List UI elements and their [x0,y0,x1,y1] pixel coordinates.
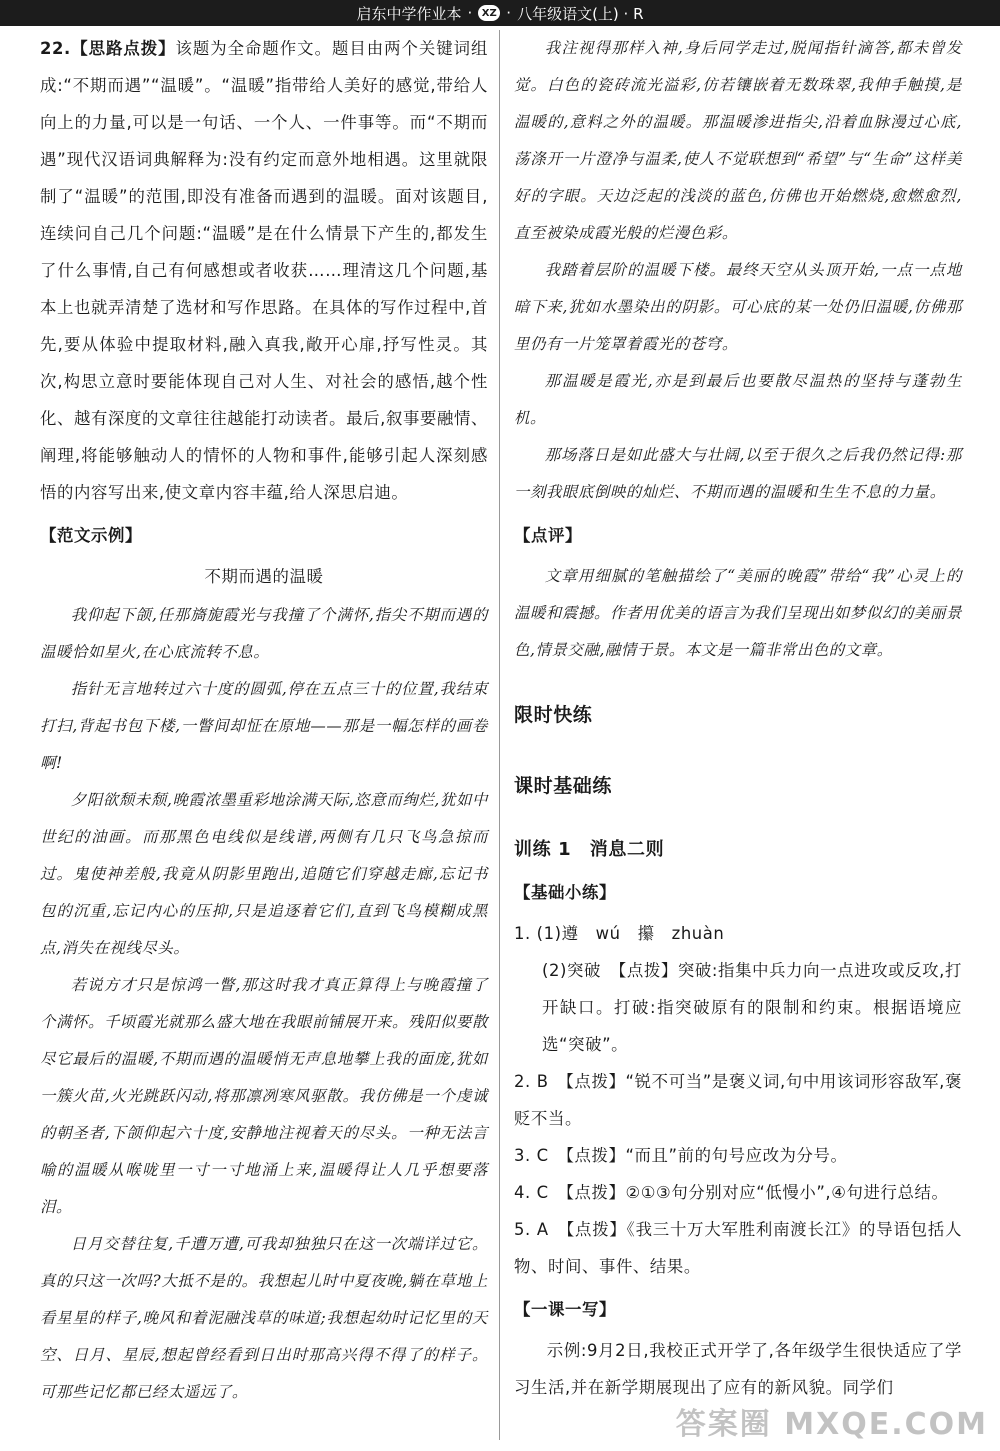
essay-paragraph: 日月交替往复,千遭万遭,可我却独独只在这一次端详过它。真的只这一次吗?大抵不是的。我想起儿时中夏夜晚,躺在草地上看星星的样子,晚风和着泥融浅草的味道;我想起幼时记忆里的天空、日月、星辰,想起曾经看到日出时那高兴得不得了的样子。可那些记忆都已经太遥远了。 [40,1235,488,1401]
page-header [0,0,1000,26]
q22-paragraph [40,30,488,511]
comment-text: 文章用细腻的笔触描绘了“美丽的晚霞”带给“我”心灵上的温暖和震撼。作者用优美的语言为我们呈现出如梦似幻的美丽景色,情景交融,融情于景。本文是一篇非常出色的文章。 [514,567,962,659]
left-column [40,30,488,1411]
lesson-title: 训练 1 消息二则 [514,839,665,860]
essay-paragraph: 我仰起下颌,任那旖旎霞光与我撞了个满怀,指尖不期而遇的温暖恰如星火,在心底流转不息。 [40,606,488,661]
write-sample: 示例:9月2日,我校正式开学了,各年级学生很快适应了学习生活,并在新学期展现出了应有的新风貌。同学们 [514,1341,962,1397]
essay-title: 不期而遇的温暖 [204,567,324,586]
watermark-logo: 答案圈 MXQE.COM [675,1407,988,1442]
essay-paragraph: 那场落日是如此盛大与壮阔,以至于很久之后我仍然记得:那一刻我眼底倒映的灿烂、不期而遇的温暖和生生不息的力量。 [514,446,962,501]
essay-paragraph: 指针无言地转过六十度的圆弧,停在五点三十的位置,我结束打扫,背起书包下楼,一瞥间却怔在原地——那是一幅怎样的画卷啊! [40,680,488,772]
answer-item: 1. (1)遵 wú 攥 zhuàn [514,924,725,943]
comment-label: 【点评】 [514,526,582,545]
essay-paragraph: 若说方才只是惊鸿一瞥,那这时我才真正算得上与晚霞撞了个满怀。千顷霞光就那么盛大地在我眼前铺展开来。残阳似要散尽它最后的温暖,不期而遇的温暖悄无声息地攀上我的面庞,犹如一簇火苗,火光跳跃闪动,将那凛冽寒风驱散。我仿佛是一个虔诚的朝圣者,下颌仰起六十度,安静地注视着天的尽头。一种无法言喻的温暖从喉咙里一寸一寸地涌上来,温暖得让人几乎想要落泪。 [40,976,488,1216]
section-heading: 限时快练 [514,704,593,726]
separator-dot: · [506,4,512,22]
sample-label: 【范文示例】 [40,526,142,545]
right-column [514,30,962,1406]
book-title: 启东中学作业本 [356,4,462,23]
separator-dot: · [467,4,473,22]
q22-label: 22.【思路点拨】 [40,39,176,58]
basic-practice-label: 【基础小练】 [514,883,616,902]
essay-paragraph: 夕阳欲颓未颓,晚霞浓墨重彩地涂满天际,恣意而绚烂,犹如中世纪的油画。而那黑色电线似是线谱,两侧有几只飞鸟急掠而过。鬼使神差般,我竟从阴影里跑出,追随它们穿越走廊,忘记书包的沉重,忘记内心的压抑,只是追逐着它们,直到飞鸟模糊成黑点,消失在视线尽头。 [40,791,488,957]
answer-item: 3. C 【点拨】“而且”前的句号应改为分号。 [514,1146,848,1165]
write-label: 【一课一写】 [514,1300,616,1319]
q22-text: 该题为全命题作文。题目由两个关键词组成:“不期而遇”“温暖”。“温暖”指带给人美好的感觉,带给人向上的力量,可以是一句话、一个人、一件事等。而“不期而遇”现代汉语词典解释为:没有约定而意外地相遇。这里就限制了“温暖”的范围,即没有准备而遇到的温暖。面对该题目,连续问自己几个问题:“温暖”是在什么情景下产生的,都发生了什么事情,自己有何感想或者收获……理清这几个问题,基本上也就弄清楚了选材和写作思路。在具体的写作过程中,首先,要从体验中提取材料,融入真我,敞开心扉,抒写性灵。其次,构思立意时要能体现自己对人生、对社会的感悟,越个性化、越有深度的文章往往越能打动读者。最后,叙事要融情、阐理,将能够触动人的情怀的人物和事件,能够引起人深刻感悟的内容写出来,使文章内容丰蕴,给人深思启迪。 [40,39,488,502]
essay-paragraph: 那温暖是霞光,亦是到最后也要散尽温热的坚持与蓬勃生机。 [514,372,962,427]
answer-item: 2. B 【点拨】“锐不可当”是褒义词,句中用该词形容敌军,褒贬不当。 [514,1072,962,1128]
answer-item: (2)突破 【点拨】突破:指集中兵力向一点进攻或反攻,打开缺口。打破:指突破原有的限制和约束。根据语境应选“突破”。 [542,961,962,1054]
publisher-logo-icon: XZ [478,5,500,21]
section-heading: 课时基础练 [514,775,613,797]
answer-item: 5. A 【点拨】《我三十万大军胜利南渡长江》的导语包括人物、时间、事件、结果。 [514,1220,962,1276]
book-subject: 八年级语文(上) · R [517,4,644,23]
column-divider [499,30,500,1440]
essay-paragraph: 我注视得那样入神,身后同学走过,脱闻指针滴答,都未曾发觉。白色的瓷砖流光溢彩,仿若镶嵌着无数珠翠,我伸手触摸,是温暖的,意料之外的温暖。那温暖渗进指尖,沿着血脉漫过心底,荡涤开一片澄净与温柔,使人不觉联想到“希望”与“生命”这样美好的字眼。天边泛起的浅淡的蓝色,仿佛也开始燃烧,愈燃愈烈,直至被染成霞光般的烂漫色彩。 [514,39,962,242]
answer-item: 4. C 【点拨】②①③句分别对应“低慢小”,④句进行总结。 [514,1183,949,1202]
essay-paragraph: 我踏着层阶的温暖下楼。最终天空从头顶开始,一点一点地暗下来,犹如水墨染出的阴影。可心底的某一处仍旧温暖,仿佛那里仍有一片笼罩着霞光的苍穹。 [514,261,962,353]
